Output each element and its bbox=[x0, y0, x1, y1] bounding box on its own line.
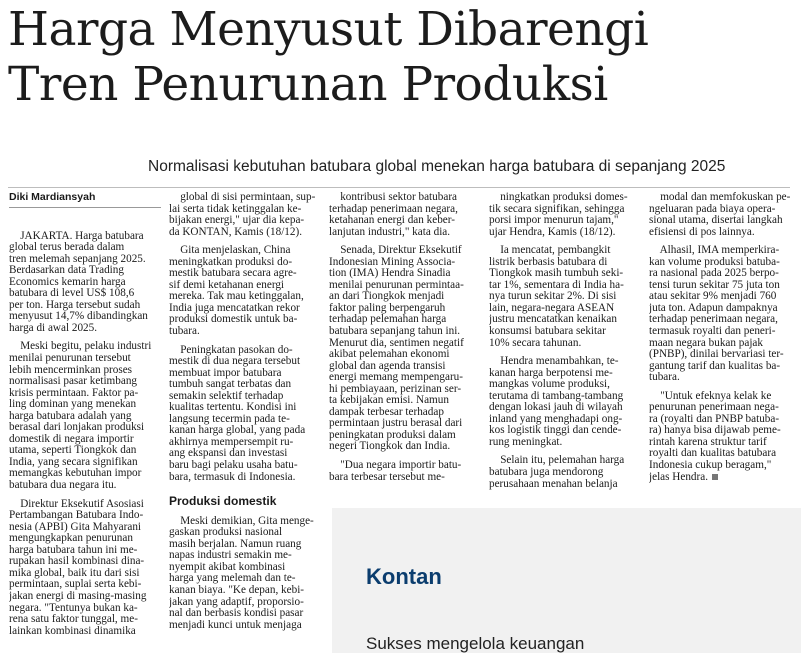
column-body bbox=[169, 192, 321, 631]
text-line: lebih mencerminkan proses bbox=[9, 363, 133, 376]
text-line: efisiensi di pos lainnya. bbox=[649, 225, 755, 238]
text-line: nya turun sekitar 2%. Di sisi bbox=[489, 290, 617, 303]
text-line: tensi turun sekitar 75 juta ton bbox=[649, 278, 780, 291]
article-column-5 bbox=[649, 192, 801, 492]
text-line: modal dan memfokuskan pe- bbox=[649, 192, 791, 203]
column-body bbox=[489, 192, 641, 490]
text-line: ra) hanya bisa dijawab peme- bbox=[649, 424, 781, 437]
text-line: Peningkatan pasokan do- bbox=[169, 343, 293, 356]
text-line: Indonesia cukup beragam," bbox=[649, 459, 772, 472]
text-line: royalti dan kualitas batubara bbox=[649, 447, 777, 460]
paragraph bbox=[169, 345, 321, 484]
text-line: kan volume produksi batuba- bbox=[649, 255, 780, 268]
text-line: kanan biaya. "Ke depan, kebi- bbox=[169, 583, 305, 596]
text-line: mereka. Tak mau ketinggalan, bbox=[169, 290, 304, 303]
text-line: rupakan hasil kombinasi dina- bbox=[9, 555, 145, 568]
text-line: faktor paling berpengaruh bbox=[329, 301, 446, 314]
text-line: global terus berada dalam bbox=[9, 241, 125, 254]
ad-tagline: Sukses mengelola keuangan bbox=[366, 634, 585, 653]
text-line: kualitas tertentu. Kondisi ini bbox=[169, 401, 297, 414]
text-line: per ton. Harga tersebut sudah bbox=[9, 298, 141, 311]
text-line: utama, seperti Tiongkok dan bbox=[9, 444, 137, 457]
paragraph bbox=[329, 245, 481, 453]
text-line: rena satu faktor tunggal, me- bbox=[9, 613, 138, 626]
article-column-3 bbox=[329, 192, 481, 492]
text-line: batubara di level US$ 108,6 bbox=[9, 287, 135, 300]
headline-line-1: Harga Menyusut Dibarengi bbox=[8, 2, 649, 57]
text-line: ra nasional pada 2025 berpo- bbox=[649, 267, 779, 280]
text-line: porsi impor menurun tajam," bbox=[489, 214, 619, 227]
text-line: perusahaan menahan belanja bbox=[489, 477, 618, 490]
text-line: napas industri semakin me- bbox=[169, 549, 292, 562]
text-line: bara, termasuk di Indonesia. bbox=[169, 470, 296, 483]
text-line: kontribusi sektor batubara bbox=[329, 192, 458, 203]
text-line: jelas Hendra. bbox=[649, 472, 801, 484]
text-line: harga yang melemah dan te- bbox=[169, 572, 296, 585]
paragraph bbox=[9, 231, 161, 335]
text-line: sional utama, disertai langkah bbox=[649, 214, 783, 227]
text-line: dampak terbesar terhadap bbox=[329, 405, 444, 418]
headline bbox=[8, 2, 798, 112]
text-line: harga batubara tahun ini me- bbox=[9, 543, 138, 556]
text-line: lain, negara-negara ASEAN bbox=[489, 301, 615, 314]
text-line: tumbuh sangat terbatas dan bbox=[169, 378, 292, 391]
text-line: ang ekspansi dan investasi bbox=[169, 447, 288, 460]
text-line: negara. "Tentunya bukan ka- bbox=[9, 601, 138, 614]
text-line: bijakan energi," ujar dia kepa- bbox=[169, 214, 305, 227]
paragraph bbox=[329, 192, 481, 238]
text-line: Tiongkok masih tumbuh seki- bbox=[489, 267, 624, 280]
text-line: mika global, baik itu dari sisi bbox=[9, 566, 140, 579]
paragraph bbox=[169, 192, 321, 238]
text-line: rung meningkat. bbox=[489, 435, 563, 448]
text-line: terutama di tambang-tambang bbox=[489, 389, 624, 402]
paragraph bbox=[489, 356, 641, 448]
text-line: energi memang mempengaru- bbox=[329, 371, 463, 384]
kontan-logo: Kontan bbox=[366, 564, 442, 589]
headline-line-2: Tren Penurunan Produksi bbox=[8, 57, 608, 112]
text-line: Hendra menambahkan, te- bbox=[489, 355, 619, 368]
text-line: "Untuk efeknya kelak ke bbox=[649, 389, 772, 402]
text-line: gaskan produksi nasional bbox=[169, 526, 283, 539]
text-line: akibat pelemahan ekonomi bbox=[329, 348, 450, 361]
text-line: jakan energi di masing-masing bbox=[9, 589, 147, 602]
article-column-1 bbox=[9, 192, 161, 653]
text-line: listrik berbasis batubara di bbox=[489, 255, 608, 268]
text-line: akhirnya mempersempit ru- bbox=[169, 435, 294, 448]
text-line: domestik di negara importir bbox=[9, 432, 134, 445]
text-line: mengungkapkan penurunan bbox=[9, 532, 133, 545]
text-line: permintaan justru berasal dari bbox=[329, 417, 463, 430]
text-line: ling dominan yang menekan bbox=[9, 398, 137, 411]
text-line: batubara sepanjang tahun ini. bbox=[329, 325, 461, 338]
text-line: terhadap penerimaan negara, bbox=[649, 313, 778, 326]
text-line: negeri Tiongkok dan India. bbox=[329, 440, 451, 453]
text-line: kos logistik tinggi dan cende- bbox=[489, 424, 622, 437]
text-line: termasuk royalti dan peneri- bbox=[649, 325, 776, 338]
header-divider bbox=[8, 187, 790, 188]
text-line: Ia mencatat, pembangkit bbox=[489, 244, 611, 257]
paragraph bbox=[9, 499, 161, 638]
text-line: baru bagi pelaku usaha batu- bbox=[169, 459, 298, 472]
text-line: kanan harga berpotensi me- bbox=[489, 366, 613, 379]
text-line: ta kebijakan emisi. Namun bbox=[329, 394, 449, 407]
text-line: atau sekitar 9% menjadi 760 bbox=[649, 290, 777, 303]
text-line: lanjutan industri," kata dia. bbox=[329, 225, 451, 238]
text-line: masih berjalan. Namun ruang bbox=[169, 537, 302, 550]
text-line: "Dua negara importir batu- bbox=[329, 459, 462, 472]
text-line: meningkatkan produksi do- bbox=[169, 255, 293, 268]
paragraph bbox=[9, 341, 161, 491]
text-line: ketahanan energi dan keber- bbox=[329, 214, 455, 227]
text-line: harga batubara adalah yang bbox=[9, 409, 132, 422]
text-line: lai serta tidak ketinggalan ke- bbox=[169, 202, 302, 215]
text-line: global dan agenda transisi bbox=[329, 359, 446, 372]
text-line: India juga mencatatkan rekor bbox=[169, 301, 300, 314]
text-line: ra (royalti dan PNBP batuba- bbox=[649, 412, 780, 425]
text-line: tren melemah sepanjang 2025. bbox=[9, 252, 146, 265]
text-line: krisis permintaan. Faktor pa- bbox=[9, 386, 139, 399]
text-line: tion (IMA) Hendra Sinadia bbox=[329, 267, 451, 280]
article-column-2 bbox=[169, 192, 321, 653]
text-line: mestik batubara secara agre- bbox=[169, 267, 297, 280]
text-line: global di sisi permintaan, sup- bbox=[169, 192, 316, 203]
paragraph bbox=[169, 516, 321, 631]
text-line: Selain itu, pelemahan harga bbox=[489, 454, 625, 467]
paragraph bbox=[169, 245, 321, 337]
text-line: terhadap penerimaan negara, bbox=[329, 202, 458, 215]
paragraph bbox=[649, 391, 801, 483]
paragraph bbox=[489, 455, 641, 490]
text-line: maan negara bukan pajak bbox=[649, 336, 763, 349]
text-line: rintah karena struktur tarif bbox=[649, 435, 767, 448]
column-body bbox=[649, 192, 801, 483]
text-line: Pertambangan Batubara Indo- bbox=[9, 509, 144, 522]
text-line: penurunan penerimaan nega- bbox=[649, 401, 779, 414]
text-line: Meski demikian, Gita menge- bbox=[169, 514, 314, 527]
column-body bbox=[329, 192, 481, 483]
text-line: an dari Tiongkok menjadi bbox=[329, 290, 445, 303]
text-line: harga di awal 2025. bbox=[9, 321, 98, 334]
text-line: kanan harga global, yang pada bbox=[169, 424, 306, 437]
text-line: (PNBP), dinilai bervariasi ter- bbox=[649, 348, 784, 361]
paragraph bbox=[489, 192, 641, 238]
text-line: da KONTAN, Kamis (18/12). bbox=[169, 225, 303, 238]
text-line: nal dan berbasis kondisi pasar bbox=[169, 607, 304, 620]
text-line: peningkatan produksi dalam bbox=[329, 428, 456, 441]
end-of-article-mark bbox=[712, 474, 718, 480]
text-line: jakan yang adaptif, proporsio- bbox=[169, 595, 304, 608]
section-heading: Produksi domestik bbox=[169, 494, 277, 509]
text-line: ningkatkan produksi domes- bbox=[489, 192, 628, 203]
paragraph-gap bbox=[169, 483, 321, 490]
text-line: Alhasil, IMA memperkira- bbox=[649, 244, 780, 257]
paragraph bbox=[649, 245, 801, 384]
text-line: produksi domestik untuk ba- bbox=[169, 313, 298, 326]
text-line: 10% secara tahunan. bbox=[489, 336, 582, 349]
text-line: menjadi kunci untuk menjaga bbox=[169, 618, 302, 631]
subheadline: Normalisasi kebutuhan batubara global menekan harga batubara di sepanjang 2025 bbox=[148, 158, 726, 175]
text-line: gantung tarif dan kualitas ba- bbox=[649, 359, 781, 372]
text-line: menyusut 14,7% dibandingkan bbox=[9, 310, 148, 323]
text-line: semakin selektif terhadap bbox=[169, 389, 284, 402]
text-line: Economics kemarin harga bbox=[9, 275, 126, 288]
text-line: nesia (APBI) Gita Mahyarani bbox=[9, 520, 142, 533]
text-line: memangkas kebutuhan impor bbox=[9, 467, 142, 480]
text-line: Senada, Direktur Eksekutif bbox=[329, 244, 462, 257]
text-line: Gita menjelaskan, China bbox=[169, 244, 291, 257]
text-line: Berdasarkan data Trading bbox=[9, 264, 124, 277]
text-line: ngeluaran pada biaya opera- bbox=[649, 202, 776, 215]
text-line: ujar Hendra, Kamis (18/12). bbox=[489, 225, 616, 238]
text-line: terhadap pelemahan harga bbox=[329, 313, 447, 326]
text-line: menilai penurunan permintaa- bbox=[329, 278, 464, 291]
byline: Diki Mardiansyah bbox=[9, 192, 161, 208]
text-line: lainkan kombinasi dinamika bbox=[9, 624, 136, 637]
text-line: normalisasi pasar ketimbang bbox=[9, 375, 138, 388]
text-line: tik secara signifikan, sehingga bbox=[489, 202, 625, 215]
text-line: juta ton. Adapun dampaknya bbox=[649, 301, 778, 314]
text-line: batubara juga mendorong bbox=[489, 466, 604, 479]
text-line: Menurut dia, sentimen negatif bbox=[329, 336, 464, 349]
text-line: sif demi ketahanan energi bbox=[169, 278, 285, 291]
text-line: nyempit akibat kombinasi bbox=[169, 560, 286, 573]
text-line: langsung tecermin pada te- bbox=[169, 412, 290, 425]
text-line: berasal dari lonjakan produksi bbox=[9, 421, 145, 434]
paragraph bbox=[649, 192, 801, 238]
text-line: JAKARTA. Harga batubara bbox=[9, 229, 144, 242]
text-line: mestik di dua negara tersebut bbox=[169, 355, 301, 368]
paragraph bbox=[489, 245, 641, 349]
text-line: menilai penurunan tersebut bbox=[9, 352, 131, 365]
text-line: batubara dua negara itu. bbox=[9, 479, 117, 492]
text-line: inland yang menghadapi ong- bbox=[489, 412, 623, 425]
text-line: tubara. bbox=[169, 325, 200, 338]
text-line: hi pembiayaan, perizinan ser- bbox=[329, 382, 462, 395]
text-line: tar 1%, sementara di India ha- bbox=[489, 278, 624, 291]
text-line: Indonesian Mining Associa- bbox=[329, 255, 456, 268]
article-column-4 bbox=[489, 192, 641, 492]
text-line: justru mencatatkan kenaikan bbox=[489, 313, 617, 326]
text-line: konsumsi batubara sekitar bbox=[489, 325, 606, 338]
text-line: mangkas volume produksi, bbox=[489, 378, 610, 391]
text-line: membuat impor batubara bbox=[169, 366, 282, 379]
text-line: Meski begitu, pelaku industri bbox=[9, 340, 152, 353]
column-body bbox=[9, 231, 161, 638]
text-line: India, yang secara signifikan bbox=[9, 455, 138, 468]
text-line: tubara. bbox=[649, 371, 680, 384]
text-line: Direktur Eksekutif Asosiasi bbox=[9, 497, 144, 510]
advertisement-banner[interactable] bbox=[332, 508, 801, 653]
text-line: permintaan, suplai serta kebi- bbox=[9, 578, 142, 591]
text-line: bara terbesar tersebut me- bbox=[329, 470, 445, 483]
text-line: dengan lokasi jauh di wilayah bbox=[489, 401, 623, 414]
paragraph bbox=[329, 460, 481, 483]
